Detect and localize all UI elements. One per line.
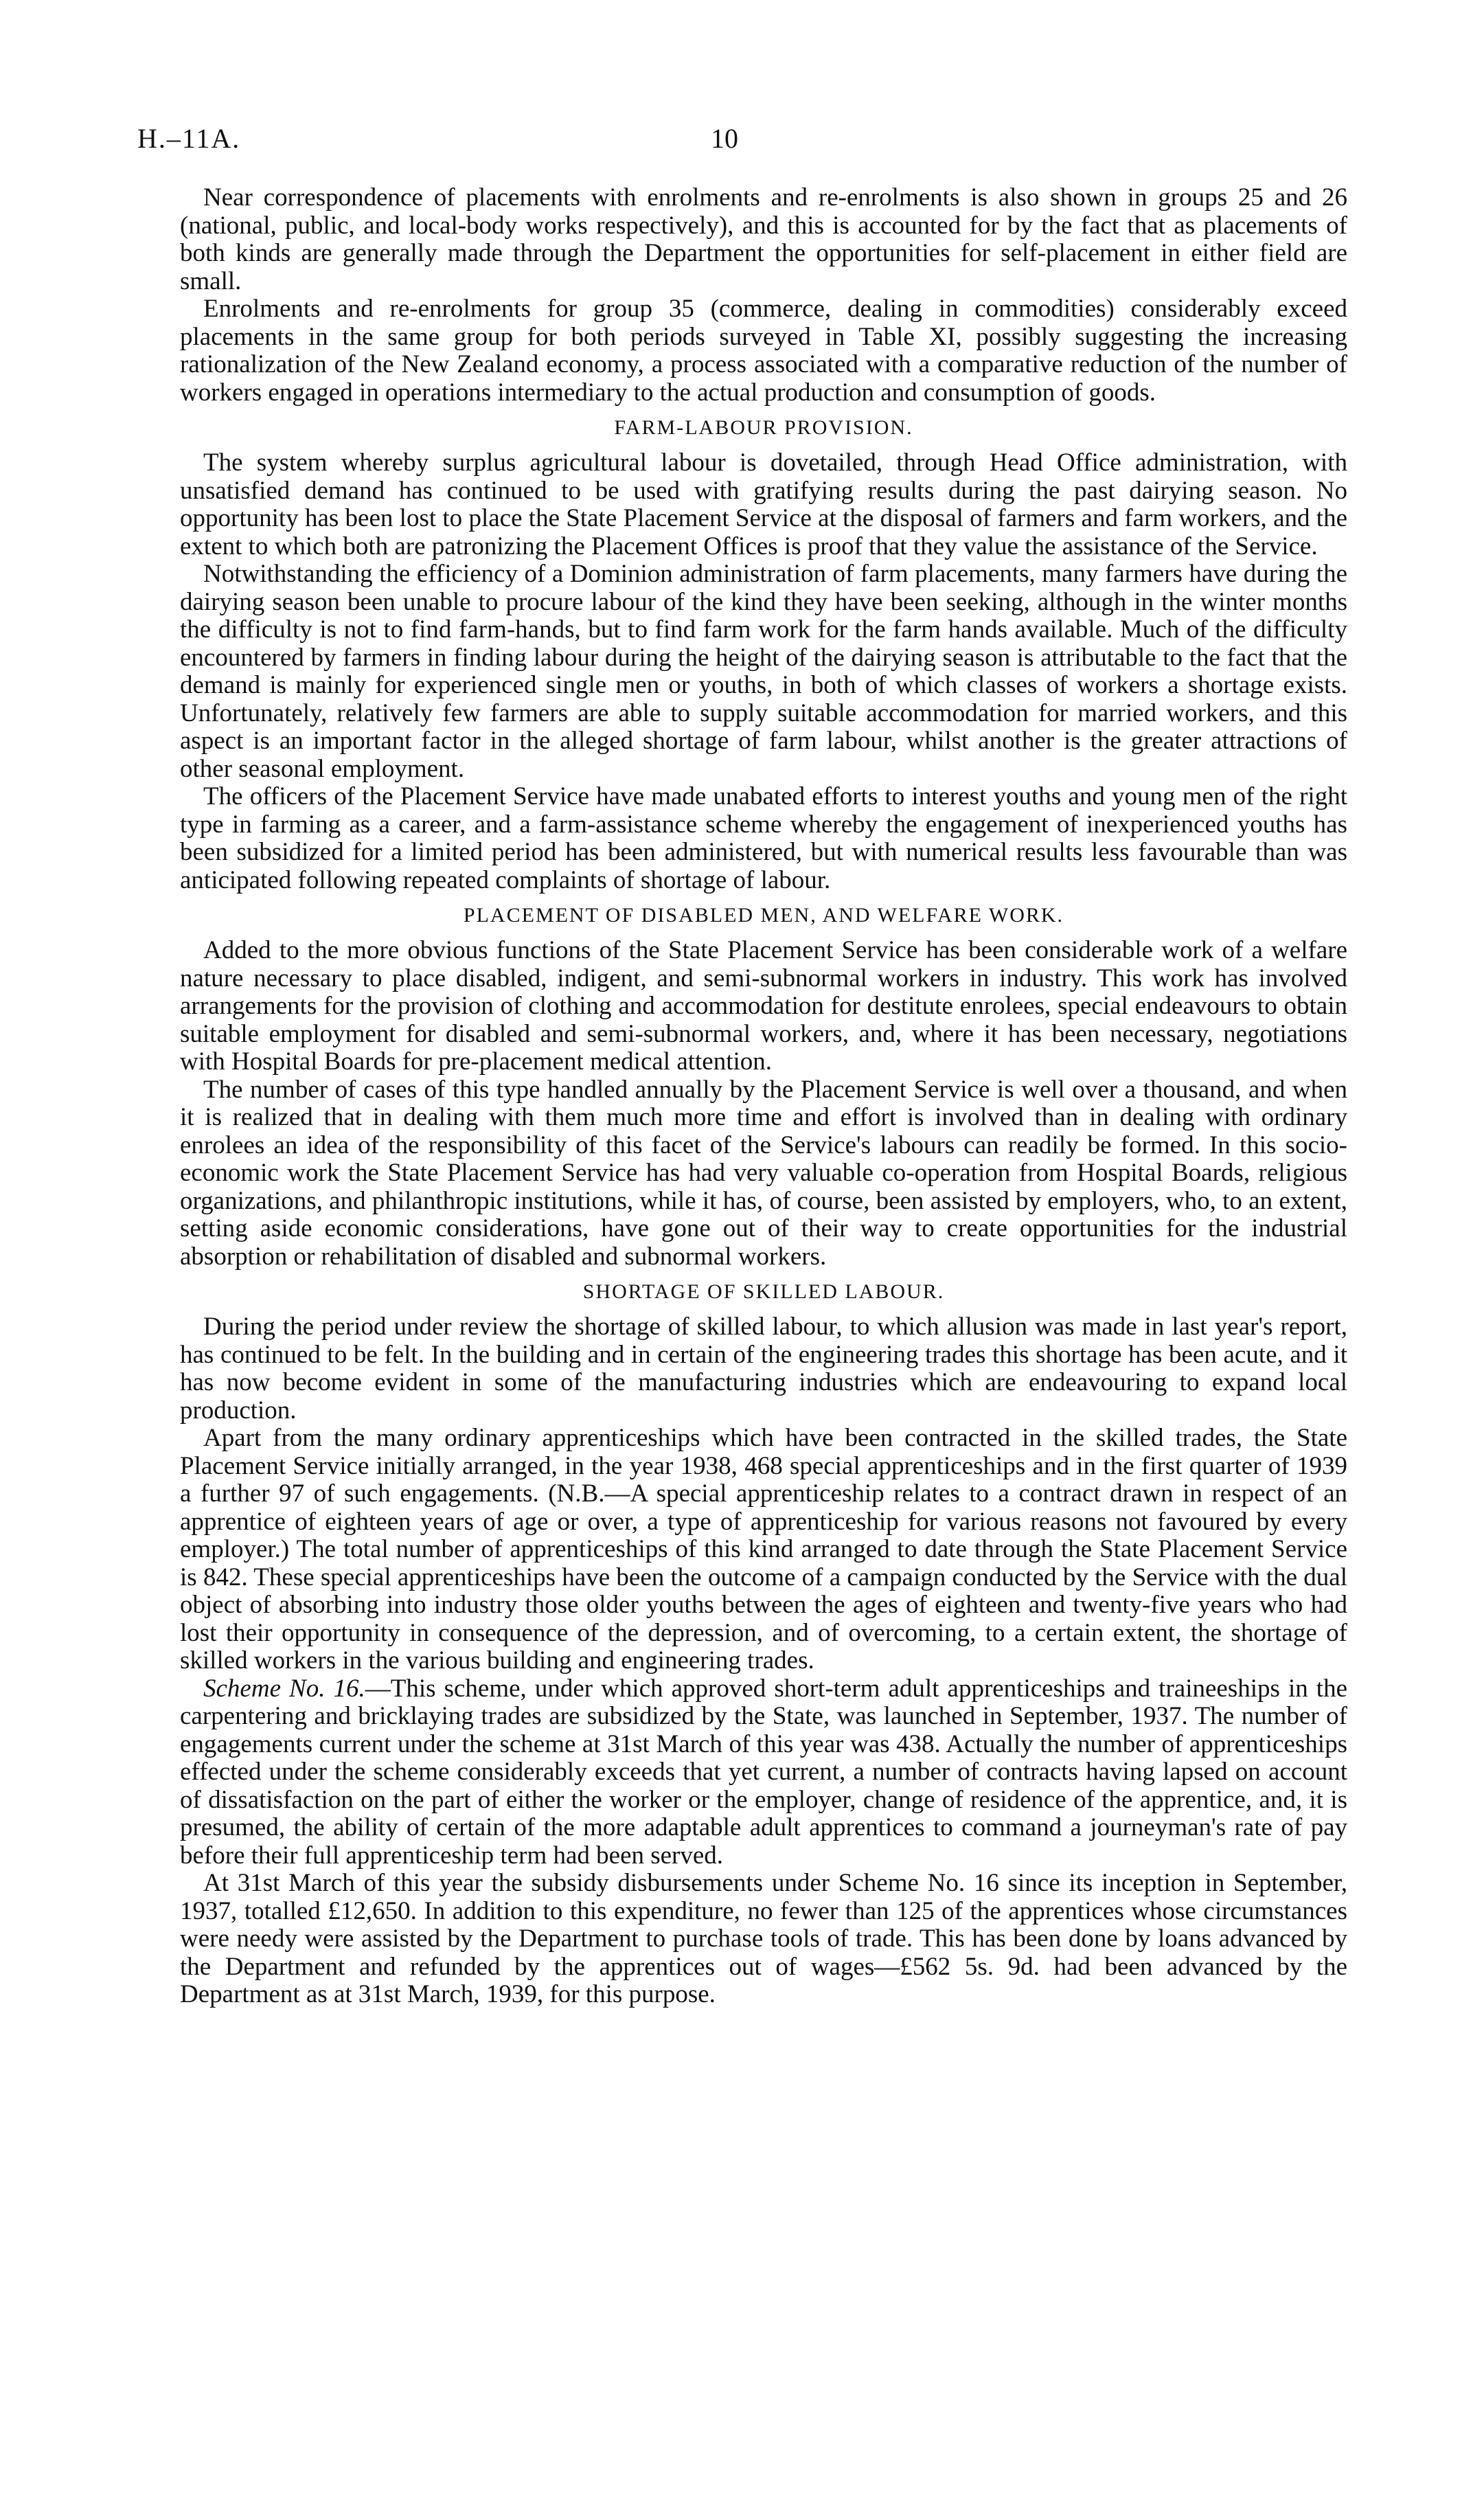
scheme-text: —This scheme, under which approved short-term adult apprenticeships and traineeships in the carpentering and bricklaying trades are subsidized by the State, was launched in September, 1937. The number of engagements current under the scheme at 31st March of this year was 438. Actually the number of apprenticeships effected under the scheme considerably exceeds that yet current, a number of contracts having lapsed on account of dissatisfaction on the part of either the worker or the employer, change of residence of the apprentice, and, it is presumed, the ability of certain of the more adaptable adult apprentices to command a journeyman's rate of pay before their full apprenticeship term had been served.: [180, 1674, 1347, 1870]
paragraph: Apart from the many ordinary apprenticeships which have been contracted in the skilled trades, the State Placement Service initially arranged, in the year 1938, 468 special apprenticeships and in the first quarter of 1939 a further 97 of such engagements. (N.B.—A special apprenticeship relates to a contract drawn in respect of an apprentice of eighteen years of age or over, a type of apprenticeship for various reasons not favoured by every employer.) The total number of apprenticeships of this kind arranged to date through the State Placement Service is 842. These special apprenticeships have been the outcome of a campaign conducted by the Service with the dual object of absorbing into industry those older youths between the ages of eighteen and twenty-five years who had lost their opportunity in consequence of the depression, and of overcoming, to a certain extent, the shortage of skilled workers in the various building and engineering trades.: [180, 1424, 1347, 1675]
paragraph: During the period under review the shortage of skilled labour, to which allusion was made in last year's report, has continued to be felt. In the building and in certain of the engineering trades this shortage has been acute, and it has now become evident in some of the manufacturing industries which are endeavouring to expand local production.: [180, 1313, 1347, 1425]
section-heading-farm-labour: FARM-LABOUR PROVISION.: [614, 416, 913, 439]
paragraph: Added to the more obvious functions of the State Placement Service has been considerable work of a welfare nature necessary to place disabled, indigent, and semi-subnormal workers in industry. This work has involved arrangements for the provision of clothing and accommodation for destitute enrolees, special endeavours to obtain suitable employment for disabled and semi-subnormal workers, and, where it has been necessary, negotiations with Hospital Boards for pre-placement medical attention.: [180, 936, 1347, 1076]
page-body: [180, 184, 1347, 2009]
paragraph: At 31st March of this year the subsidy disbursements under Scheme No. 16 since its inception in September, 1937, totalled £12,650. In addition to this expenditure, no fewer than 125 of the apprentices whose circumstances were needy were assisted by the Department to purchase tools of trade. This has been done by loans advanced by the Department and refunded by the apprentices out of wages—£562 5s. 9d. had been advanced by the Department as at 31st March, 1939, for this purpose.: [180, 1869, 1347, 2008]
paragraph: [180, 1675, 1347, 1870]
paragraph: Near correspondence of placements with enrolments and re-enrolments is also shown in groups 25 and 26 (national, public, and local-body works respectively), and this is accounted for by the fact that as placements of both kinds are generally made through the Department the opportunities for self-placement in either field are small.: [180, 183, 1347, 295]
section-heading-disabled-welfare: PLACEMENT OF DISABLED MEN, AND WELFARE WORK.: [463, 904, 1064, 927]
paragraph: Notwithstanding the efficiency of a Dominion administration of farm placements, many farmers have during the dairying season been unable to procure labour of the kind they have been seeking, although in the winter months the difficulty is not to find farm-hands, but to find farm work for the farm hands available. Much of the difficulty encountered by farmers in finding labour during the height of the dairying season is attributable to the fact that the demand is mainly for experienced single men or youths, in both of which classes of workers a shortage exists. Unfortunately, relatively few farmers are able to supply suitable accommodation for married workers, and this aspect is an important factor in the alleged shortage of farm labour, whilst another is the greater attractions of other seasonal employment.: [180, 560, 1347, 783]
paragraph: Enrolments and re-enrolments for group 35 (commerce, dealing in commodities) considerably exceed placements in the same group for both periods surveyed in Table XI, possibly suggesting the increasing rationalization of the New Zealand economy, a process associated with a comparative reduction of the number of workers engaged in operations intermediary to the actual production and consumption of goods.: [180, 295, 1347, 407]
paragraph: The officers of the Placement Service have made unabated efforts to interest youths and young men of the right type in farming as a career, and a farm-assistance scheme whereby the engagement of inexperienced youths has been subsidized for a limited period has been administered, but with numerical results less favourable than was anticipated following repeated complaints of shortage of labour.: [180, 782, 1347, 894]
page-number: 10: [711, 123, 738, 154]
paragraph: The number of cases of this type handled annually by the Placement Service is well over a thousand, and when it is realized that in dealing with them much more time and effort is involved than in dealing with ordinary enrolees an idea of the responsibility of this facet of the Service's labours can readily be formed. In this socio-economic work the State Placement Service has had very valuable co-operation from Hospital Boards, religious organizations, and philanthropic institutions, while it has, of course, been assisted by employers, who, to an extent, setting aside economic considerations, have gone out of their way to create opportunities for the industrial absorption or rehabilitation of disabled and subnormal workers.: [180, 1075, 1347, 1271]
scheme-title: Scheme No. 16.: [203, 1674, 365, 1703]
document-reference: H.–11A.: [137, 123, 241, 154]
section-heading-skilled-labour: SHORTAGE OF SKILLED LABOUR.: [582, 1280, 945, 1303]
paragraph: The system whereby surplus agricultural labour is dovetailed, through Head Office administration, with unsatisfied demand has continued to be used with gratifying results during the past dairying season. No opportunity has been lost to place the State Placement Service at the disposal of farmers and farm workers, and the extent to which both are patronizing the Placement Offices is proof that they value the assistance of the Service.: [180, 449, 1347, 560]
